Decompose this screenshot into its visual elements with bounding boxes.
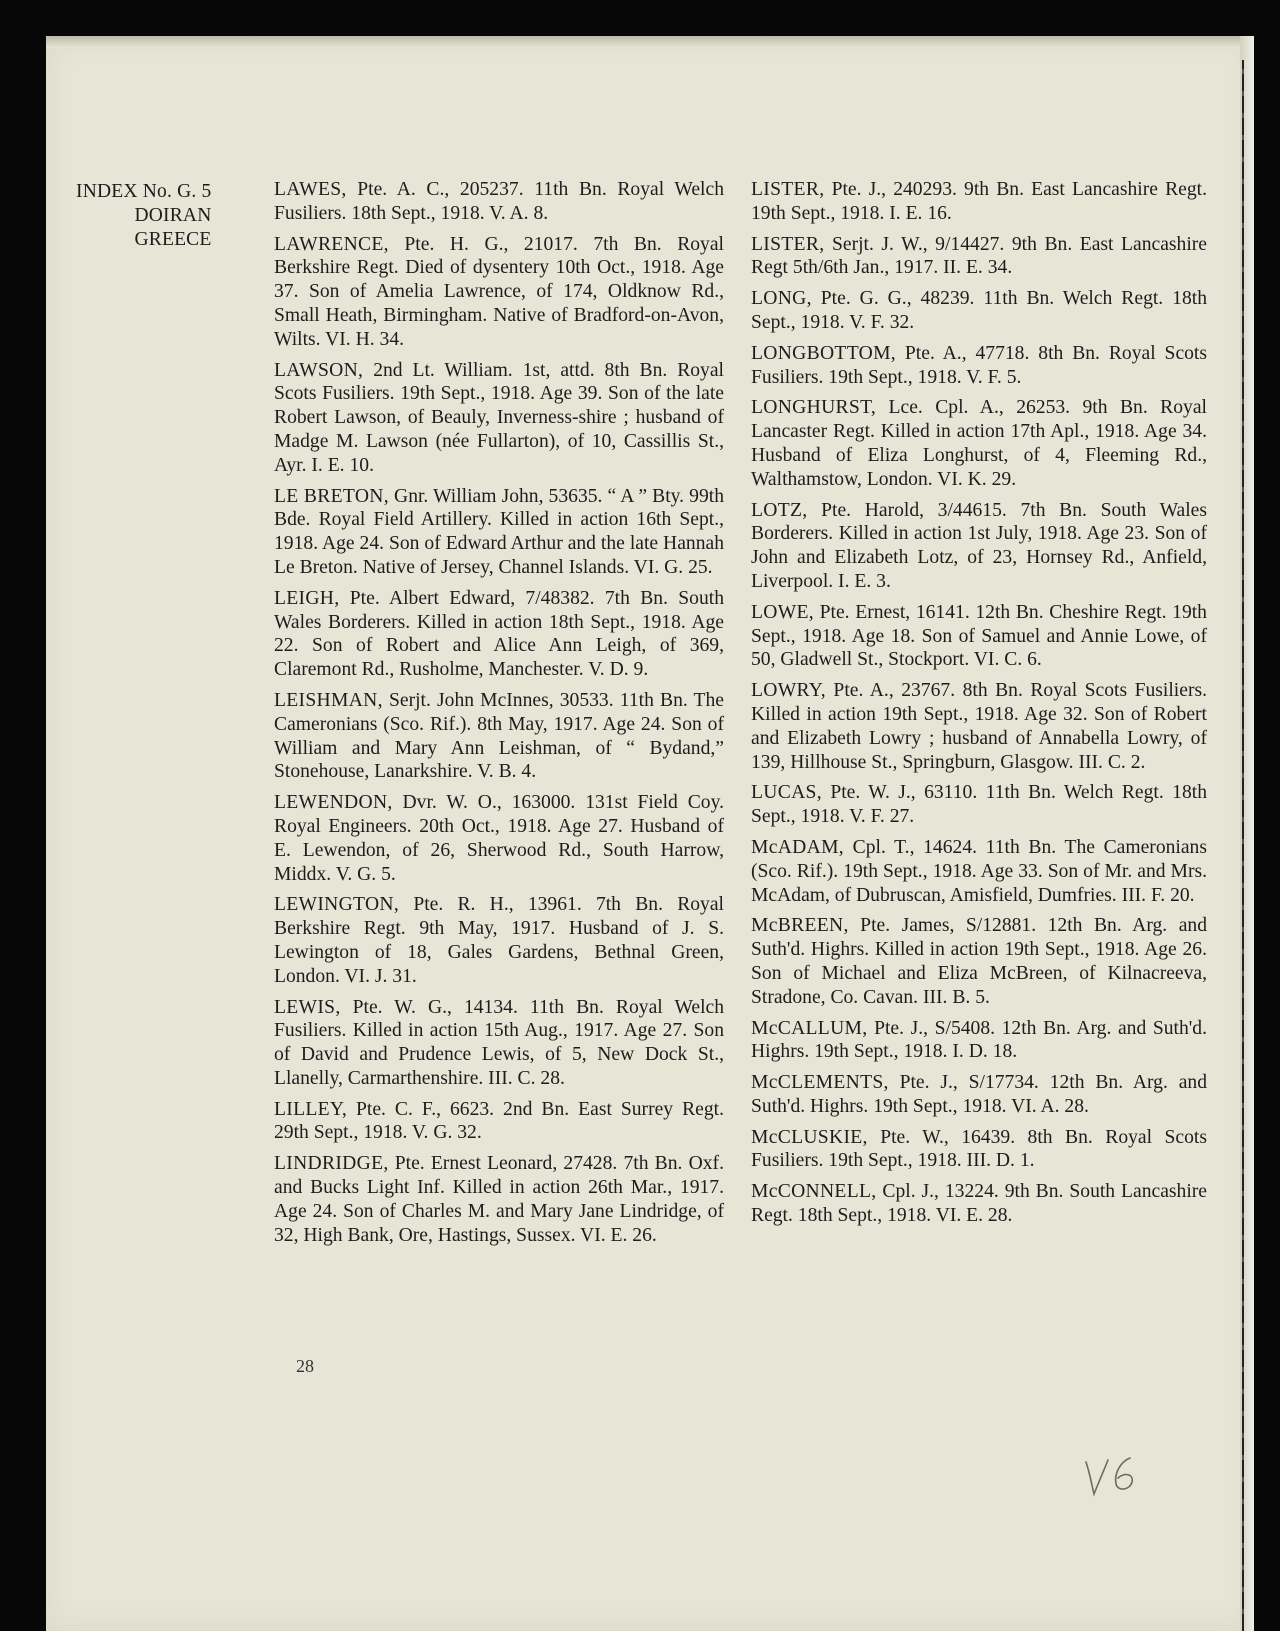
entry-details: Lce. Cpl. A., 26253. 9th Bn. Royal Lancaster Regt. Killed in action 17th Apl., 1918. Age 34. Husband of Eliza Longhurst, of 4, Fleeming Rd., Walthamstow, London. VI. K. 29. bbox=[751, 397, 1207, 490]
entry-details: Pte. Ernest Leonard, 27428. 7th Bn. Oxf. and Bucks Light Inf. Killed in action 26th Mar., 1917. Age 24. Son of Charles M. and Mary Jane Lindridge, of 32, High Bank, Ore, Hastings, Sussex. VI. E. 26. bbox=[274, 1153, 724, 1246]
cemetery-name: DOIRAN bbox=[134, 205, 212, 226]
entry-surname: LONGHURST, bbox=[751, 397, 877, 419]
page-top-shadow bbox=[46, 36, 1254, 48]
entry-surname: LINDRIDGE, bbox=[274, 1153, 389, 1175]
entry-details: Gnr. William John, 53635. “ A ” Bty. 99th Bde. Royal Field Artillery. Killed in action 16th Sept., 1918. Age 24. Son of Edward Arthur and the late Hannah Le Breton. Native of Jersey, Channel Islands. VI. G. 25. bbox=[274, 485, 724, 578]
entry-details: Pte. A., 47718. 8th Bn. Royal Scots Fusiliers. 19th Sept., 1918. V. F. 5. bbox=[751, 342, 1208, 388]
index-entry bbox=[751, 287, 1207, 335]
entry-surname: LEISHMAN, bbox=[274, 689, 383, 711]
entry-surname: McCLEMENTS, bbox=[751, 1072, 889, 1094]
entry-surname: LISTER, bbox=[751, 233, 825, 255]
index-entry bbox=[274, 996, 724, 1091]
entry-surname: LE BRETON, bbox=[274, 485, 389, 507]
entry-details: Pte. A., 23767. 8th Bn. Royal Scots Fusiliers. Killed in action 19th Sept., 1918. Age 32. Son of Robert and Elizabeth Lowry ; husband of Annabella Lowry, of 139, Hillhouse St., Springburn, Glasgow. III. C. 2. bbox=[751, 680, 1207, 773]
index-entry bbox=[274, 359, 724, 478]
index-entry bbox=[751, 342, 1207, 390]
entry-surname: LAWSON, bbox=[274, 359, 364, 381]
entry-surname: LAWES, bbox=[274, 179, 347, 200]
entry-details: Pte. J., S/17734. 12th Bn. Arg. and Suth'd. Highrs. 19th Sept., 1918. VI. A. 28. bbox=[751, 1072, 1207, 1117]
entry-details: Pte. J., S/5408. 12th Bn. Arg. and Suth'd. Highrs. 19th Sept., 1918. I. D. 18. bbox=[751, 1017, 1208, 1063]
entry-surname: LAWRENCE, bbox=[274, 233, 389, 255]
index-entry bbox=[751, 233, 1207, 281]
entry-details: Pte. A. C., 205237. 11th Bn. Royal Welch Fusiliers. 18th Sept., 1918. V. A. 8. bbox=[274, 179, 724, 224]
entry-details: Pte. Ernest, 16141. 12th Bn. Cheshire Regt. 19th Sept., 1918. Age 18. Son of Samuel and Annie Lowe, of 50, Gladwell St., Stockport. VI. C. 6. bbox=[751, 601, 1207, 671]
entry-details: Serjt. John McInnes, 30533. 11th Bn. The Cameronians (Sco. Rif.). 8th May, 1917. Age 24. Son of William and Mary Ann Leishman, of “ Bydand,” Stonehouse, Lanarkshire. V. B. 4. bbox=[274, 689, 724, 783]
entry-details: Cpl. J., 13224. 9th Bn. South Lancashire Regt. 18th Sept., 1918. VI. E. 28. bbox=[751, 1181, 1207, 1227]
index-entry bbox=[751, 781, 1207, 829]
entry-surname: LOWRY, bbox=[751, 680, 826, 702]
index-entry bbox=[751, 1180, 1207, 1228]
entry-details: Pte. W., 16439. 8th Bn. Royal Scots Fusiliers. 19th Sept., 1918. III. D. 1. bbox=[751, 1126, 1207, 1172]
index-entry bbox=[274, 587, 724, 682]
entry-details: Pte. W. G., 14134. 11th Bn. Royal Welch Fusiliers. Killed in action 15th Aug., 1917. Age 27. Son of David and Prudence Lewis, of 5, New Dock St., Llanelly, Carmarthenshire. III. C. 28. bbox=[274, 996, 725, 1089]
entry-details: Pte. J., 240293. 9th Bn. East Lancashire Regt. 19th Sept., 1918. I. E. 16. bbox=[751, 179, 1207, 224]
index-entry bbox=[751, 1017, 1207, 1065]
index-entry bbox=[274, 178, 724, 226]
entry-details: Pte. G. G., 48239. 11th Bn. Welch Regt. 18th Sept., 1918. V. F. 32. bbox=[751, 288, 1207, 333]
country-name: GREECE bbox=[134, 229, 212, 250]
index-entry bbox=[751, 1071, 1207, 1119]
index-heading bbox=[76, 180, 212, 252]
entry-details: Pte. Albert Edward, 7/48382. 7th Bn. South Wales Borderers. Killed in action 18th Sept., 1918. Age 22. Son of Robert and Alice Ann Leigh, of 369, Claremont Rd., Rusholme, Manchester. V. D. 9. bbox=[274, 587, 724, 681]
handwritten-mark bbox=[1082, 1454, 1142, 1500]
entry-details: Pte. Harold, 3/44615. 7th Bn. South Wales Borderers. Killed in action 1st July, 1918. Age 23. Son of John and Elizabeth Lotz, of 23, Hornsey Rd., Anfield, Liverpool. I. E. 3. bbox=[751, 499, 1207, 592]
left-column bbox=[274, 178, 724, 1254]
binding-edge-line bbox=[1242, 60, 1244, 1631]
entry-details: Pte. H. G., 21017. 7th Bn. Royal Berkshire Regt. Died of dysentery 10th Oct., 1918. Age 37. Son of Amelia Lawrence, of 174, Oldknow Rd., Small Heath, Birmingham. Native of Bradford-on-Avon, Wilts. VI. H. 34. bbox=[274, 233, 724, 350]
entry-details: Dvr. W. O., 163000. 131st Field Coy. Royal Engineers. 20th Oct., 1918. Age 27. Husband of E. Lewendon, of 26, Sherwood Rd., South Harrow, Middx. V. G. 5. bbox=[274, 792, 724, 885]
index-number: INDEX No. G. 5 bbox=[76, 181, 212, 202]
index-entry bbox=[751, 178, 1207, 226]
index-entry bbox=[274, 1152, 724, 1247]
entry-surname: LISTER, bbox=[751, 179, 825, 200]
entry-details: Cpl. T., 14624. 11th Bn. The Cameronians (Sco. Rif.). 19th Sept., 1918. Age 33. Son of Mr. and Mrs. McAdam, of Dubruscan, Amisfield, Dumfries. III. F. 20. bbox=[751, 836, 1207, 906]
entry-details: Pte. C. F., 6623. 2nd Bn. East Surrey Regt. 29th Sept., 1918. V. G. 32. bbox=[274, 1098, 724, 1144]
entry-surname: LILLEY, bbox=[274, 1098, 348, 1120]
entry-surname: LEWIS, bbox=[274, 996, 341, 1018]
index-entry bbox=[751, 499, 1207, 594]
entry-details: Serjt. J. W., 9/14427. 9th Bn. East Lancashire Regt 5th/6th Jan., 1917. II. E. 34. bbox=[751, 233, 1207, 279]
index-entry bbox=[751, 396, 1207, 491]
index-entry bbox=[274, 485, 724, 580]
entry-surname: McCLUSKIE, bbox=[751, 1126, 868, 1148]
index-entry bbox=[274, 233, 724, 352]
entry-details: 2nd Lt. William. 1st, attd. 8th Bn. Royal Scots Fusiliers. 19th Sept., 1918. Age 39. Son of the late Robert Lawson, of Beauly, Inverness-shire ; husband of Madge M. Lawson (née Fullarton), of 10, Cassillis St., Ayr. I. E. 10. bbox=[274, 359, 724, 476]
entry-surname: LOTZ, bbox=[751, 499, 808, 521]
entry-surname: LEWINGTON, bbox=[274, 894, 400, 916]
entry-surname: McCONNELL, bbox=[751, 1181, 877, 1203]
entry-surname: McCALLUM, bbox=[751, 1017, 868, 1039]
entry-surname: LEIGH, bbox=[274, 587, 340, 609]
entry-surname: McBREEN, bbox=[751, 915, 849, 937]
index-entry bbox=[751, 1126, 1207, 1174]
index-entry bbox=[274, 893, 724, 988]
index-entry bbox=[274, 791, 724, 886]
entry-surname: LONG, bbox=[751, 288, 812, 310]
right-column bbox=[751, 178, 1207, 1235]
index-entry bbox=[751, 679, 1207, 774]
entry-surname: LUCAS, bbox=[751, 782, 822, 804]
entry-details: Pte. R. H., 13961. 7th Bn. Royal Berkshire Regt. 9th May, 1917. Husband of J. S. Lewington of 18, Gales Gardens, Bethnal Green, London. VI. J. 31. bbox=[274, 894, 724, 987]
page-number: 28 bbox=[296, 1356, 314, 1376]
entry-details: Pte. James, S/12881. 12th Bn. Arg. and Suth'd. Highrs. Killed in action 19th Sept., 1918. Age 26. Son of Michael and Eliza McBreen, of Kilnacreeva, Stradone, Co. Cavan. III. B. 5. bbox=[751, 915, 1207, 1008]
entry-surname: McADAM, bbox=[751, 836, 844, 858]
entry-surname: LOWE, bbox=[751, 601, 814, 623]
index-entry bbox=[751, 836, 1207, 907]
entry-surname: LONGBOTTOM, bbox=[751, 342, 896, 364]
entry-surname: LEWENDON, bbox=[274, 792, 393, 814]
entry-details: Pte. W. J., 63110. 11th Bn. Welch Regt. 18th Sept., 1918. V. F. 27. bbox=[751, 782, 1207, 828]
index-entry bbox=[274, 689, 724, 784]
index-entry bbox=[274, 1098, 724, 1146]
index-entry bbox=[751, 914, 1207, 1009]
index-entry bbox=[751, 601, 1207, 672]
